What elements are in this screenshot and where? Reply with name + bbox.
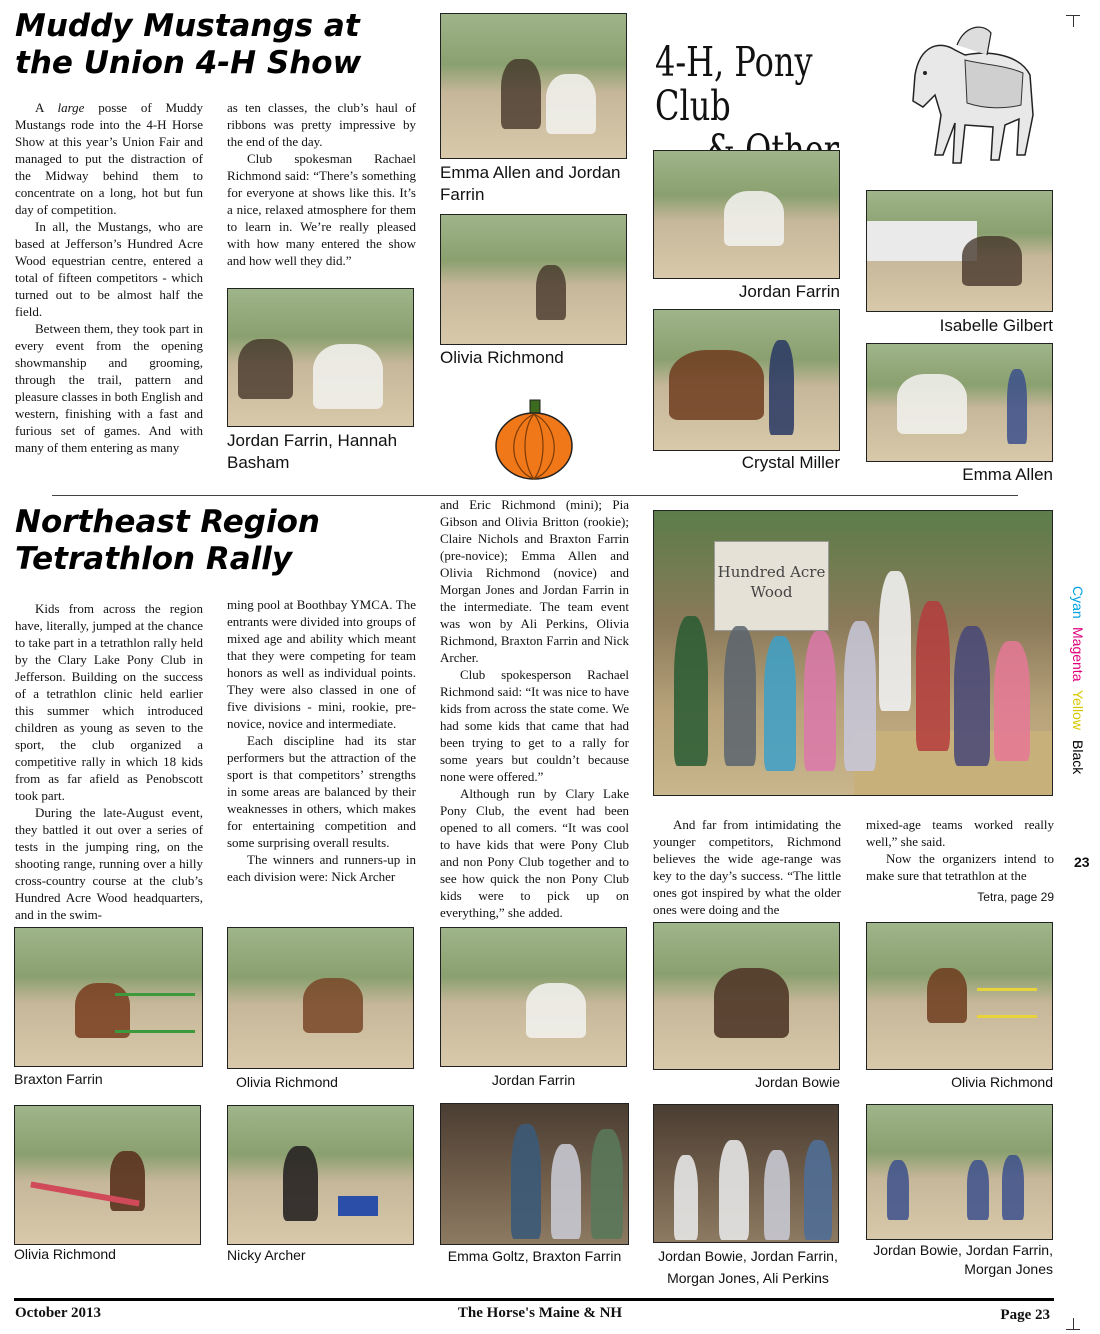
caption-row1-5: Olivia Richmond (951, 1074, 1053, 1090)
caption-row1-4: Jordan Bowie (755, 1074, 840, 1090)
photo-jordan-hannah (227, 288, 414, 427)
caption-row2-4: Jordan Bowie, Jordan Farrin, Morgan Jones, Ali Perkins (658, 1248, 838, 1286)
jump-line: Tetra, page 29 (977, 890, 1054, 904)
photo-group-winners (653, 510, 1053, 796)
caption-row2-1: Olivia Richmond (14, 1246, 116, 1262)
caption-row2-5: Jordan Bowie, Jordan Farrin, Morgan Jones (873, 1242, 1053, 1277)
registration-cyan: Cyan (1070, 586, 1086, 619)
caption-olivia-richmond: Olivia Richmond (440, 348, 564, 367)
crop-mark-top-v (1073, 15, 1074, 27)
section-logo-text: 4-H, Pony Club (655, 38, 813, 130)
story2-column-5: mixed-age teams worked really well,” she said. Now the organizers intend to make sure that tetrathlon at the (866, 817, 1054, 883)
caption-jordan-farrin: Jordan Farrin (738, 282, 840, 301)
photo-row1-3 (440, 927, 627, 1067)
photo-row2-2 (227, 1105, 414, 1245)
caption-emma-allen: Emma Allen (962, 465, 1053, 484)
caption-row2-2: Nicky Archer (227, 1247, 306, 1263)
photo-jordan-farrin (653, 150, 840, 279)
story1-column-1: A large posse of Muddy Mustangs rode into the 4-H Horse Show at this year’s Union Fair and managed to put the distraction of the Midway behind them to concentrate on a long, hot but fun day of competition. In all, the Mustangs, who are based at Jefferson’s Hundred Acre Wood equestrian centre, entered a total of fifteen competitors - which turned out to be almost half the field. Between them, they took part in every event from the opening showmanship and grooming, through the trail, pattern and pleasure classes in both English and western, finishing with a fast and furious set of games. And with many of them entering as many (15, 100, 204, 455)
story2-column-3: and Eric Richmond (mini); Pia Gibson and Olivia Britton (rookie); Claire Nichols and Braxton Farrin (pre-novice); Emma Allen and Olivia Richmond (novice) and Morgan Jones and Jordan Farrin in the intermediate. The team event was won by Ali Perkins, Olivia Richmond, Braxton Farrin and Nick Archer. Club spokesperson Rachael Richmond said: “It was nice to have kids from across the state come. We had some kids that came that had been trying to get to a rally for some years but couldn’t because none were offered.” Although run by Clary Lake Pony Club, the event had been opened to all comers. “It was cool to have kids that were Pony Club and non Pony Club together and to see how quick the non Pony Club kids were to pick up on everything,” she added. (440, 497, 629, 920)
caption-row1-3: Jordan Farrin (491, 1072, 576, 1088)
photo-row2-3 (440, 1103, 629, 1245)
photo-row2-5 (866, 1104, 1053, 1240)
caption-isabelle-gilbert: Isabelle Gilbert (939, 316, 1053, 335)
photo-row1-1 (14, 927, 203, 1067)
photo-row2-1 (14, 1105, 201, 1245)
hundred-acre-wood-sign: Hundred Acre Wood (714, 541, 829, 631)
story1-headline: Muddy Mustangs at the Union 4-H Show (15, 8, 362, 82)
caption-jordan-hannah: Jordan Farrin, Hannah Basham (227, 431, 398, 472)
photo-emma-jordan (440, 13, 627, 159)
story2-column-2: ming pool at Boothbay YMCA. The entrants were divided into groups of mixed age and ability which meant that they were competing for team honors as well as individual points. They were also classed in one of five divisions - mini, rookie, pre-novice, novice and intermediate. Each discipline had its star performers but the attraction of the sport is that competitors’ strengths in some areas are balanced by their weaknesses in others, which makes for entertaining competition and some surprising overall results. The winners and runners-up in each division were: Nick Archer (227, 597, 416, 884)
registration-magenta: Magenta (1070, 627, 1086, 682)
caption-crystal-miller: Crystal Miller (741, 453, 840, 472)
story2-headline: Northeast Region Tetrathlon Rally (15, 504, 320, 578)
story1-column-2: as ten classes, the club’s haul of ribbons was pretty impressive by the end of the day. Club spokesman Rachael Richmond said: “There’s something for everyone at shows like this. It’s a nice, relaxed atmosphere for them to learn in. We’re really pleased with how many entered the show and how well they did.” (227, 100, 416, 268)
caption-row1-1: Braxton Farrin (14, 1071, 103, 1087)
photo-row1-4 (653, 922, 840, 1070)
footer-publication: The Horse's Maine & NH (457, 1305, 623, 1321)
photo-olivia-richmond (440, 214, 627, 345)
story2-column-1: Kids from across the region have, literally, jumped at the chance to take part in a tetrathlon rally held by the Clary Lake Pony Club in Jefferson. Building on the success of a tetrathlon clinic held earlier this summer which introduced children as young as seven to the sport, the club organized a competitive rally in which 18 kids from as far afield as Penobscott took part. During the late-August event, they battled it out over a series of tests in the jumping ring, on the shooting range, running over a hilly cross-country course at the club’s Hundred Acre Wood headquarters, and in the swim- (15, 601, 203, 922)
photo-crystal-miller (653, 309, 840, 451)
photo-row2-4 (653, 1104, 839, 1243)
photo-row1-2 (227, 927, 414, 1069)
footer-rule (14, 1298, 1054, 1301)
margin-page-number: 23 (1074, 854, 1090, 870)
footer-date: October 2013 (15, 1305, 101, 1321)
horse-illustration-icon (895, 15, 1050, 167)
registration-yellow: Yellow (1070, 690, 1086, 730)
story2-column-4: And far from intimidating the younger competitors, Richmond believes the wide age-range was key to the day’s success. “The little ones got inspired by what the older ones were doing and the (653, 817, 841, 917)
caption-row1-2: Olivia Richmond (236, 1074, 338, 1090)
photo-row1-5 (866, 922, 1053, 1070)
pumpkin-icon (494, 398, 574, 482)
caption-row2-3: Emma Goltz, Braxton Farrin (447, 1248, 622, 1264)
photo-emma-allen (866, 343, 1053, 462)
photo-isabelle-gilbert (866, 190, 1053, 312)
registration-black: Black (1070, 740, 1086, 775)
crop-mark-bottom (1066, 1329, 1080, 1330)
footer-page: Page 23 (1000, 1307, 1050, 1323)
caption-emma-jordan: Emma Allen and Jordan Farrin (440, 163, 621, 204)
